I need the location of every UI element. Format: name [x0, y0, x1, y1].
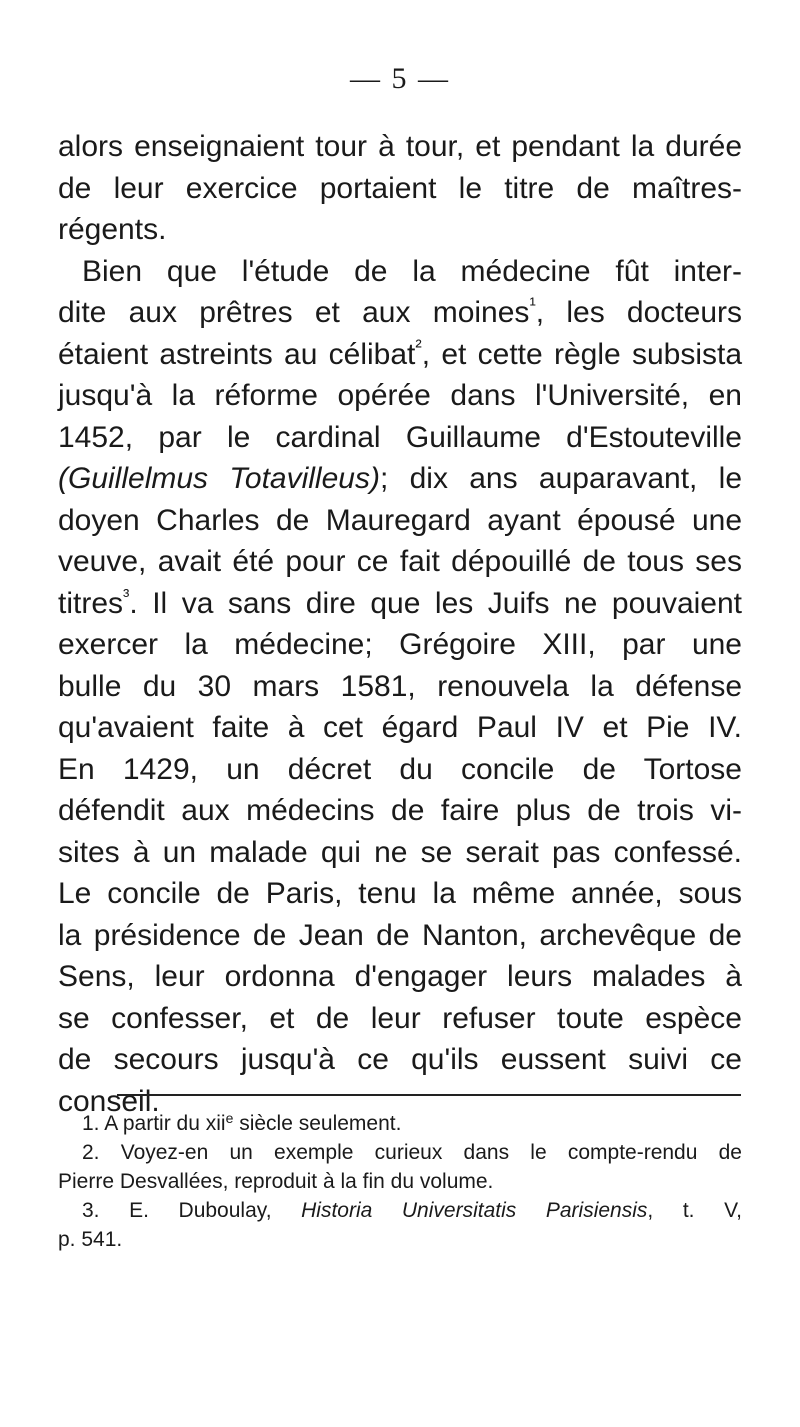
- text-line: jusqu'à la réforme opérée dans l'Université, en: [58, 379, 742, 412]
- footnote-continuation: p. 541.: [58, 1228, 123, 1251]
- footnote: 1. A partir du xii$^e$ siècle seulement.: [82, 1110, 402, 1135]
- text-line: régents.: [58, 213, 167, 246]
- footnote-continuation: Pierre Desvallées, reproduit à la fin du volume.: [58, 1170, 494, 1193]
- footnote: 3. E. Duboulay, Historia Universitatis Parisiensis, t. V,: [82, 1199, 742, 1222]
- text-line: de secours jusqu'à ce qu'ils eussent suivi ce: [58, 1043, 742, 1076]
- main-text: [58, 126, 742, 1122]
- text-line: sites à un malade qui ne se serait pas confessé.: [58, 835, 742, 869]
- footnote-ref: ³: [123, 585, 130, 607]
- text-line: la présidence de Jean de Nanton, archevêque de: [58, 918, 742, 952]
- text-line: exercer la médecine; Grégoire XIII, par une: [58, 628, 742, 661]
- latin-name: (Guillelmus Totavilleus): [58, 462, 380, 495]
- text-line: En 1429, un décret du concile de Tortose: [58, 752, 742, 786]
- text-line: bulle du 30 mars 1581, renouvela la défense: [58, 669, 742, 703]
- text-line: 1452, par le cardinal Guillaume d'Estouteville: [58, 420, 742, 454]
- footnote-divider: [117, 1094, 741, 1096]
- page-number: — 5 —: [350, 62, 450, 95]
- text-line: (Guillelmus Totavilleus); dix ans auparavant, le: [58, 462, 743, 495]
- text-line: Le concile de Paris, tenu la même année, sous: [58, 877, 742, 910]
- text-line: titres$^{^3}$. Il va sans dire que les Juifs ne pouvaient: [58, 585, 742, 620]
- text-line: qu'avaient faite à cet égard Paul IV et Pie IV.: [58, 711, 742, 744]
- text-line: Sens, leur ordonna d'engager leurs malades à: [58, 960, 742, 993]
- text-line: alors enseignaient tour à tour, et pendant la durée: [58, 130, 742, 163]
- footnote-ref: ²: [415, 336, 422, 358]
- superscript: e: [225, 1110, 234, 1126]
- text-line: défendit aux médecins de faire plus de trois vi-: [58, 794, 742, 827]
- text-line: se confesser, et de leur refuser toute espèce: [58, 1001, 742, 1035]
- text-line: veuve, avait été pour ce fait dépouillé de tous ses: [58, 545, 742, 578]
- text-line: de leur exercice portaient le titre de maîtres-: [58, 171, 742, 205]
- text-line: Bien que l'étude de la médecine fût inter-: [82, 254, 742, 288]
- text-line: conseil.: [58, 1084, 160, 1118]
- text-line: étaient astreints au célibat$^{^2}$, et cette règle subsista: [58, 336, 743, 371]
- footnote-ref: ¹: [529, 295, 536, 316]
- footnote: 2. Voyez-en un exemple curieux dans le compte-rendu de: [82, 1141, 742, 1164]
- footnotes: [58, 1109, 742, 1254]
- text-line: doyen Charles de Mauregard ayant épousé une: [58, 503, 742, 537]
- book-title: Historia Universitatis Parisiensis: [301, 1199, 648, 1222]
- text-line: dite aux prêtres et aux moines$^{^1}$, les docteurs: [58, 295, 743, 329]
